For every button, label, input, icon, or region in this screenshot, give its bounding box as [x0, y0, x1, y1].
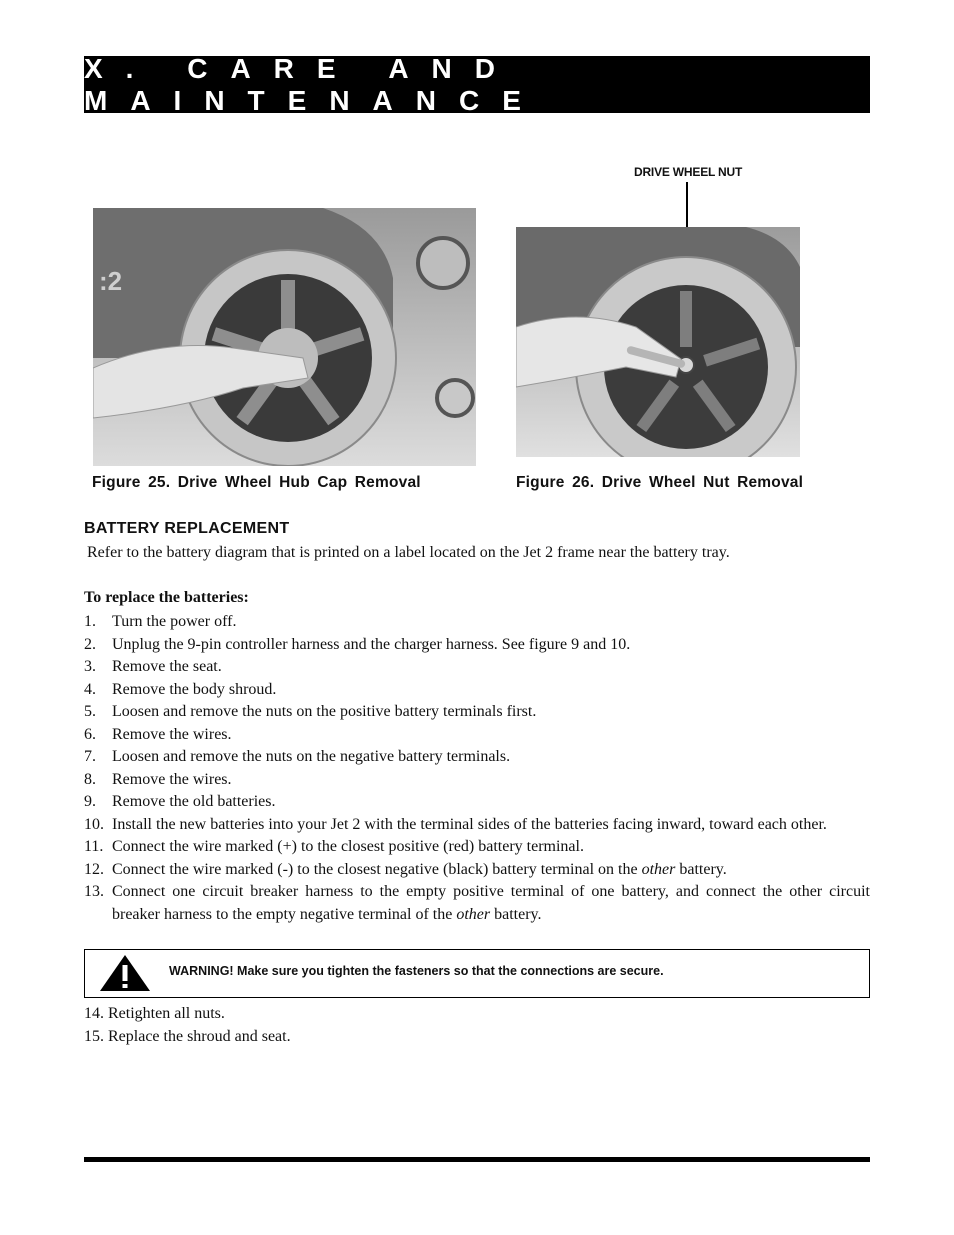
- step-text: Loosen and remove the nuts on the positive battery terminals first.: [112, 703, 537, 720]
- step-text: [112, 881, 870, 926]
- list-item: [84, 746, 870, 769]
- list-item: [84, 679, 870, 702]
- list-item: [84, 859, 870, 882]
- list-item: 15. Replace the shroud and seat.: [84, 1027, 291, 1045]
- step-number: 10.: [84, 815, 104, 833]
- step-number: 8.: [84, 770, 96, 788]
- step-number: 1.: [84, 613, 96, 630]
- step-number: 11.: [84, 838, 104, 855]
- step-text: Loosen and remove the nuts on the negative battery terminals.: [112, 748, 511, 765]
- figure-25-caption: Figure 25. Drive Wheel Hub Cap Removal: [92, 474, 421, 491]
- step-number: 7.: [84, 748, 96, 765]
- step-text-part: Connect one circuit breaker harness to the empty positive terminal of one battery, and connect the other circuit breaker harness to the empty negative terminal of the: [112, 883, 870, 923]
- callout-label: DRIVE WHEEL NUT: [634, 165, 743, 179]
- step-text: Remove the body shroud.: [112, 680, 277, 698]
- emphasis-other: other: [641, 860, 676, 878]
- final-steps: [84, 1003, 291, 1048]
- intro-paragraph: Refer to the battery diagram that is printed on a label located on the Jet 2 frame near the battery tray.: [87, 544, 730, 561]
- emphasis-other: other: [456, 905, 491, 923]
- warning-box: [84, 949, 870, 998]
- step-number: 5.: [84, 703, 96, 720]
- step-number: 3.: [84, 658, 96, 675]
- step-text: Connect the wire marked (+) to the closest positive (red) battery terminal.: [112, 838, 584, 855]
- step-text: Install the new batteries into your Jet 2 with the terminal sides of the batteries facing inward, toward each other.: [112, 815, 827, 833]
- footer-rule: [84, 1157, 870, 1162]
- list-item: [84, 656, 870, 679]
- list-item: 14. Retighten all nuts.: [84, 1005, 225, 1022]
- step-number: 12.: [84, 860, 104, 878]
- list-item: [84, 724, 870, 747]
- step-number: 9.: [84, 793, 96, 810]
- step-text-part: battery.: [675, 860, 727, 878]
- svg-text::2: :2: [99, 266, 123, 296]
- step-text: Remove the old batteries.: [112, 793, 276, 810]
- list-item: [84, 769, 870, 792]
- step-number: 6.: [84, 725, 96, 743]
- steps-list: [84, 611, 870, 926]
- step-text: [112, 859, 870, 882]
- step-number: 4.: [84, 680, 96, 698]
- step-text: Remove the wires.: [112, 725, 232, 743]
- figure-25-photo: [93, 208, 476, 466]
- figure-26-photo: [516, 227, 800, 457]
- list-item: [84, 791, 870, 814]
- list-item: [84, 814, 870, 837]
- step-text-part: Connect the wire marked (-) to the closest negative (black) battery terminal on the: [112, 860, 642, 878]
- section-heading: BATTERY REPLACEMENT: [84, 520, 290, 537]
- step-number: 2.: [84, 635, 96, 653]
- step-text: Unplug the 9-pin controller harness and the charger harness. See figure 9 and 10.: [112, 635, 631, 653]
- list-item: [84, 701, 870, 724]
- step-text: Remove the wires.: [112, 770, 232, 788]
- list-item: [84, 836, 870, 859]
- list-item: [84, 634, 870, 657]
- step-text: Turn the power off.: [112, 613, 237, 630]
- step-text-part: battery.: [490, 905, 542, 923]
- procedure-subheading: To replace the batteries:: [84, 589, 249, 606]
- warning-triangle-icon: [99, 954, 151, 997]
- step-number: 13.: [84, 883, 104, 900]
- list-item: [84, 881, 870, 926]
- list-item: [84, 611, 870, 634]
- figure-26-caption: Figure 26. Drive Wheel Nut Removal: [516, 474, 804, 491]
- step-text: Remove the seat.: [112, 658, 222, 675]
- warning-text: WARNING! Make sure you tighten the fasteners so that the connections are secure.: [169, 964, 664, 978]
- page-title: X. CARE AND MAINTENANCE: [84, 56, 870, 113]
